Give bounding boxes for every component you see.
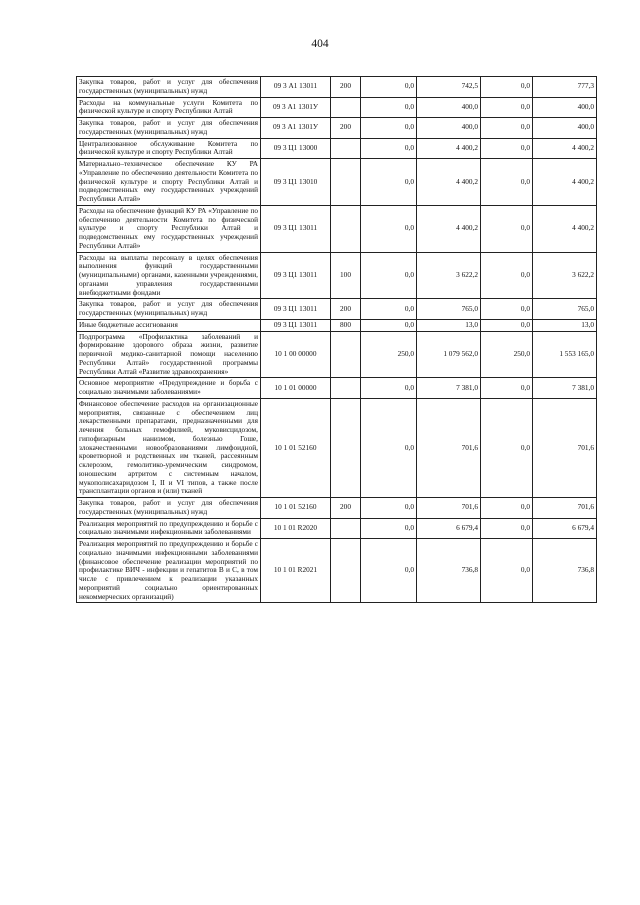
expense-type [331,331,361,378]
amount-col-3: 0,0 [481,299,533,320]
amount-col-3: 0,0 [481,398,533,497]
amount-col-4: 736,8 [533,539,597,603]
amount-col-3: 0,0 [481,205,533,252]
table-row [77,252,597,299]
expense-type: 200 [331,299,361,320]
expense-type [331,518,361,539]
target-code: 09 3 Ц1 13000 [261,138,331,159]
amount-col-4: 701,6 [533,498,597,519]
expense-name: Централизованное обслуживание Комитета по физической культуре и спорту Республики Алтай [77,138,261,159]
amount-col-1: 0,0 [361,77,417,98]
amount-col-4: 1 553 165,0 [533,331,597,378]
amount-col-4: 400,0 [533,97,597,118]
amount-col-4: 4 400,2 [533,138,597,159]
table-body [77,77,597,603]
target-code: 10 1 00 00000 [261,331,331,378]
amount-col-1: 0,0 [361,319,417,331]
table-row [77,319,597,331]
expense-type [331,159,361,206]
amount-col-3: 0,0 [481,539,533,603]
target-code: 09 3 Ц1 13011 [261,252,331,299]
amount-col-4: 777,3 [533,77,597,98]
amount-col-3: 0,0 [481,252,533,299]
amount-col-2: 765,0 [417,299,481,320]
amount-col-3: 0,0 [481,518,533,539]
table-row [77,539,597,603]
table-row [77,378,597,399]
amount-col-1: 0,0 [361,97,417,118]
expense-name: Закупка товаров, работ и услуг для обеспечения государственных (муниципальных) нужд [77,498,261,519]
amount-col-2: 701,6 [417,498,481,519]
expense-type: 800 [331,319,361,331]
table-row [77,518,597,539]
amount-col-4: 400,0 [533,118,597,139]
amount-col-2: 1 079 562,0 [417,331,481,378]
amount-col-4: 7 381,0 [533,378,597,399]
table-row [77,118,597,139]
amount-col-1: 0,0 [361,539,417,603]
amount-col-3: 0,0 [481,118,533,139]
amount-col-1: 0,0 [361,118,417,139]
amount-col-4: 701,6 [533,398,597,497]
expense-name: Подпрограмма «Профилактика заболеваний и формирование здорового образа жизни, развитие первичной медико-санитарной помощи населению Республики Алтай» государственной программы Республики Алтай «Развитие здравоохранения» [77,331,261,378]
expense-name: Финансовое обеспечение расходов на организационные мероприятия, связанные с обеспечением лиц лекарственными препаратами, предназначенными для лечения больных гемофилией, муковисцидозом, гипофизарным нанизмом, болезнью Гоше, злокачественными новообразованиями лимфоидной, кроветворной и родственных им тканей, рассеянным склерозом, гемолитико-уремическим синдромом, юношеским артритом с системным началом, мукополисахаридозом I, II и VI типов, а также после трансплантации органов и (или) тканей [77,398,261,497]
expense-type [331,398,361,497]
expense-name: Расходы на выплаты персоналу в целях обеспечения выполнения функций государственными (муниципальными) органами, казенными учреждениями, органами управления государственными внебюджетными фондами [77,252,261,299]
expense-name: Реализация мероприятий по предупреждению и борьбе с социально значимыми инфекционными заболеваниями [77,518,261,539]
target-code: 09 3 А1 1301У [261,118,331,139]
amount-col-2: 4 400,2 [417,159,481,206]
expense-name: Реализация мероприятий по предупреждению и борьбе с социально значимыми инфекционными заболеваниями (финансовое обеспечение реализации мероприятий по профилактике ВИЧ - инфекции и гепатитов В и С, в том числе с привлечением к реализации указанных мероприятий социально ориентированных некоммерческих организаций) [77,539,261,603]
target-code: 10 1 01 00000 [261,378,331,399]
expense-name: Иные бюджетные ассигнования [77,319,261,331]
amount-col-2: 3 622,2 [417,252,481,299]
expense-type [331,138,361,159]
expense-type: 200 [331,118,361,139]
table-row [77,398,597,497]
amount-col-2: 400,0 [417,118,481,139]
amount-col-3: 0,0 [481,138,533,159]
table-row [77,138,597,159]
expense-name: Закупка товаров, работ и услуг для обеспечения государственных (муниципальных) нужд [77,77,261,98]
expense-type [331,97,361,118]
table-row [77,205,597,252]
expense-type: 200 [331,498,361,519]
table-row [77,77,597,98]
amount-col-2: 400,0 [417,97,481,118]
expense-name: Материально–техническое обеспечение КУ РА «Управление по обеспечению деятельности Комитета по физической культуре и спорту Республики Алтай и подведомственных ему государственных учреждений Республики Алтай» [77,159,261,206]
amount-col-4: 3 622,2 [533,252,597,299]
amount-col-1: 0,0 [361,205,417,252]
amount-col-2: 736,8 [417,539,481,603]
target-code: 09 3 А1 1301У [261,97,331,118]
amount-col-2: 4 400,2 [417,205,481,252]
amount-col-1: 0,0 [361,498,417,519]
amount-col-4: 4 400,2 [533,159,597,206]
amount-col-1: 0,0 [361,252,417,299]
page-number: 404 [311,38,329,50]
amount-col-2: 742,5 [417,77,481,98]
target-code: 09 3 Ц1 13011 [261,205,331,252]
amount-col-2: 4 400,2 [417,138,481,159]
amount-col-2: 701,6 [417,398,481,497]
amount-col-3: 0,0 [481,77,533,98]
expense-type: 200 [331,77,361,98]
expense-name: Основное мероприятие «Предупреждение и борьба с социально значимыми заболеваниями» [77,378,261,399]
expense-type [331,205,361,252]
expense-name: Расходы на коммунальные услуги Комитета по физической культуре и спорту Республики Алтай [77,97,261,118]
amount-col-1: 0,0 [361,159,417,206]
table-row [77,97,597,118]
expense-name: Закупка товаров, работ и услуг для обеспечения государственных (муниципальных) нужд [77,299,261,320]
target-code: 09 3 Ц1 13010 [261,159,331,206]
target-code: 10 1 01 R2021 [261,539,331,603]
amount-col-4: 13,0 [533,319,597,331]
amount-col-1: 0,0 [361,398,417,497]
amount-col-1: 250,0 [361,331,417,378]
expense-name: Расходы на обеспечение функций КУ РА «Управление по обеспечению деятельности Комитета по физической культуре и спорту Республики Алтай и подведомственных ему государственных учреждений Республики Алтай» [77,205,261,252]
amount-col-3: 0,0 [481,159,533,206]
amount-col-1: 0,0 [361,518,417,539]
expense-name: Закупка товаров, работ и услуг для обеспечения государственных (муниципальных) нужд [77,118,261,139]
amount-col-4: 6 679,4 [533,518,597,539]
expense-type [331,539,361,603]
expense-type [331,378,361,399]
target-code: 09 3 Ц1 13011 [261,299,331,320]
target-code: 09 3 Ц1 13011 [261,319,331,331]
amount-col-3: 0,0 [481,97,533,118]
target-code: 10 1 01 52160 [261,498,331,519]
expense-type: 100 [331,252,361,299]
amount-col-2: 7 381,0 [417,378,481,399]
amount-col-3: 0,0 [481,319,533,331]
table-row [77,159,597,206]
amount-col-3: 0,0 [481,378,533,399]
amount-col-4: 765,0 [533,299,597,320]
amount-col-3: 0,0 [481,498,533,519]
amount-col-4: 4 400,2 [533,205,597,252]
amount-col-2: 13,0 [417,319,481,331]
amount-col-1: 0,0 [361,299,417,320]
table-row [77,299,597,320]
amount-col-3: 250,0 [481,331,533,378]
target-code: 10 1 01 R2020 [261,518,331,539]
table-row [77,331,597,378]
amount-col-1: 0,0 [361,378,417,399]
amount-col-2: 6 679,4 [417,518,481,539]
target-code: 09 3 А1 13011 [261,77,331,98]
table-row [77,498,597,519]
budget-table [76,76,597,603]
amount-col-1: 0,0 [361,138,417,159]
target-code: 10 1 01 52160 [261,398,331,497]
